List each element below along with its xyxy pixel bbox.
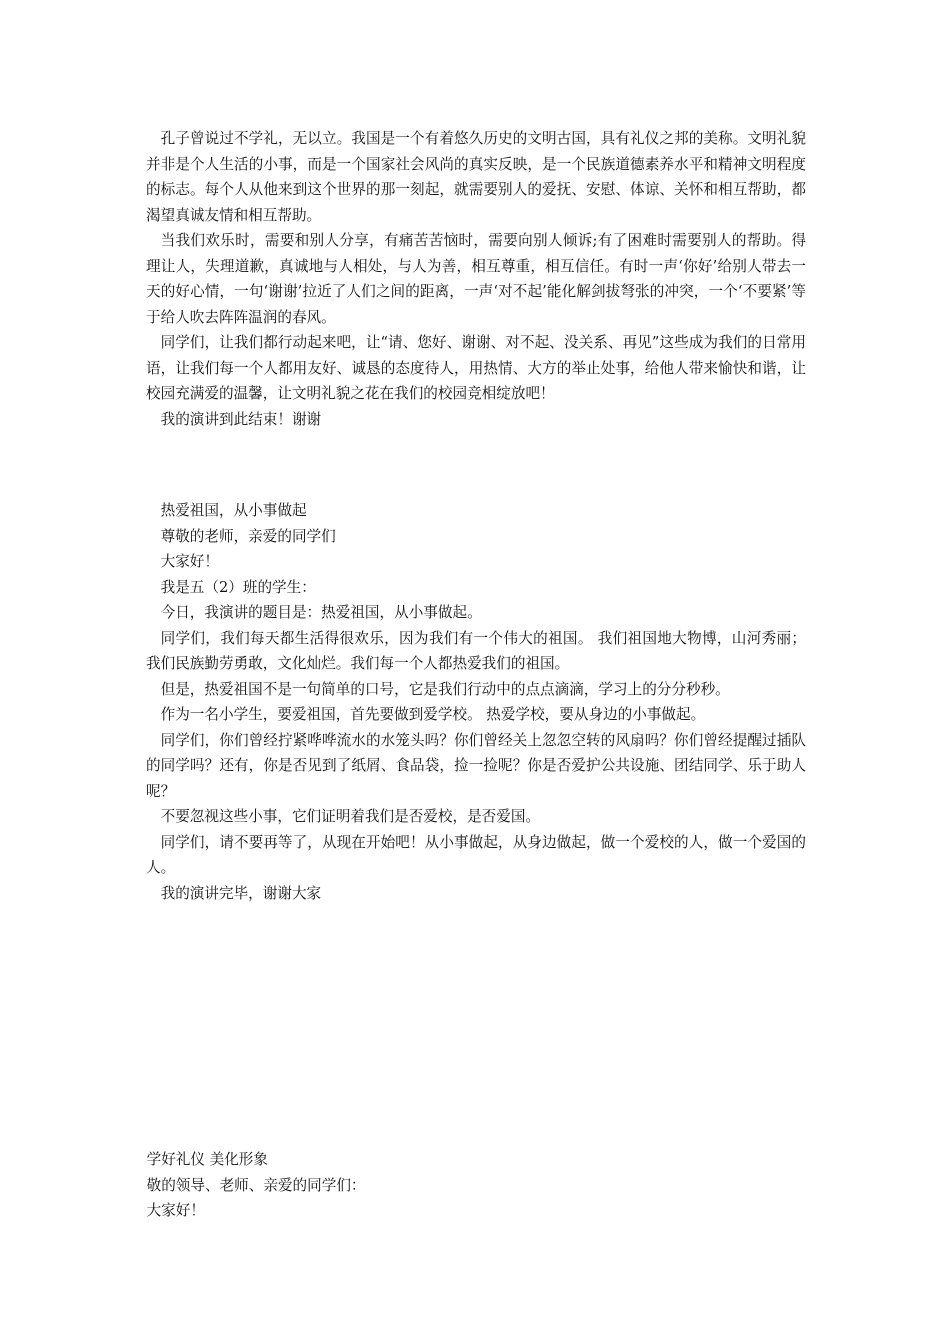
greeting: 大家好！: [160, 553, 219, 570]
speech-civility: [146, 126, 806, 432]
paragraph: 但是，热爱祖国不是一句简单的口号，它是我们行动中的点点滴滴，学习上的分分秒秒。: [160, 680, 730, 698]
speech-title: 学好礼仪 美化形象: [146, 1151, 268, 1168]
paragraph: 今日，我演讲的题目是：热爱祖国，从小事做起。: [160, 604, 482, 621]
speech-love-motherland: [146, 498, 806, 906]
paragraph: 同学们，请不要再等了，从现在开始吧！从小事做起，从身边做起，做一个爱校的人，做一个爱国的人。: [146, 833, 806, 876]
paragraph: 同学们，让我们都行动起来吧，让“请、您好、谢谢、对不起、没关系、再见”这些成为我们的日常用语，让我们每一个人都用友好、诚恳的态度待人，用热情、大方的举止处事，给他人带来愉快和谐，让校园充满爱的温馨，让文明礼貌之花在我们的校园竞相绽放吧！: [146, 334, 806, 402]
speech-etiquette: [132, 1147, 792, 1224]
greeting: 大家好！: [146, 1202, 205, 1219]
paragraph: 我是五（2）班的学生：: [160, 578, 316, 596]
paragraph: 同学们，你们曾经拧紧哗哗流水的水笼头吗？你们曾经关上忽忽空转的风扇吗？你们曾经提醒过插队的同学吗？还有，你是否见到了纸屑、食品袋，捡一捡呢？你是否爱护公共设施、团结同学、乐于助人呢？: [146, 731, 806, 800]
salutation: 尊敬的老师，亲爱的同学们: [160, 527, 336, 545]
speech-title: 热爱祖国，从小事做起: [160, 502, 307, 519]
paragraph: 我的演讲到此结束！谢谢: [160, 410, 322, 428]
paragraph: 作为一名小学生，要爱祖国，首先要做到爱学校。 热爱学校，要从身边的小事做起。: [160, 706, 706, 723]
paragraph: 孔子曾说过不学礼，无以立。我国是一个有着悠久历史的文明古国，具有礼仪之邦的美称。文明礼貌并非是个人生活的小事，而是一个国家社会风尚的真实反映，是一个民族道德素养水平和精神文明程度的标志。每个人从他来到这个世界的那一刻起，就需要别人的爱抚、安慰、体谅、关怀和相互帮助，都渴望真诚友情和相互帮助。: [146, 130, 806, 224]
paragraph: 我的演讲完毕，谢谢大家: [160, 884, 322, 902]
paragraph: 当我们欢乐时，需要和别人分享，有痛苦苦恼时，需要向别人倾诉;有了困难时需要别人的帮助。得理让人，失理道歉，真诚地与人相处，与人为善，相互尊重，相互信任。有时一声‘你好’给别人带去一天的好心情，一句‘谢谢’拉近了人们之间的距离，一声‘对不起’能化解剑拔弩张的冲突，一个‘不要紧’等于给人吹去阵阵温润的春风。: [146, 232, 806, 326]
salutation: 敬的领导、老师、亲爱的同学们：: [146, 1176, 366, 1194]
paragraph: 不要忽视这些小事，它们证明着我们是否爱校，是否爱国。: [160, 808, 541, 825]
paragraph: 同学们，我们每天都生活得很欢乐，因为我们有一个伟大的祖国。 我们祖国地大物博，山河秀丽；我们民族勤劳勇敢，文化灿烂。我们每一个人都热爱我们的祖国。: [146, 629, 806, 672]
